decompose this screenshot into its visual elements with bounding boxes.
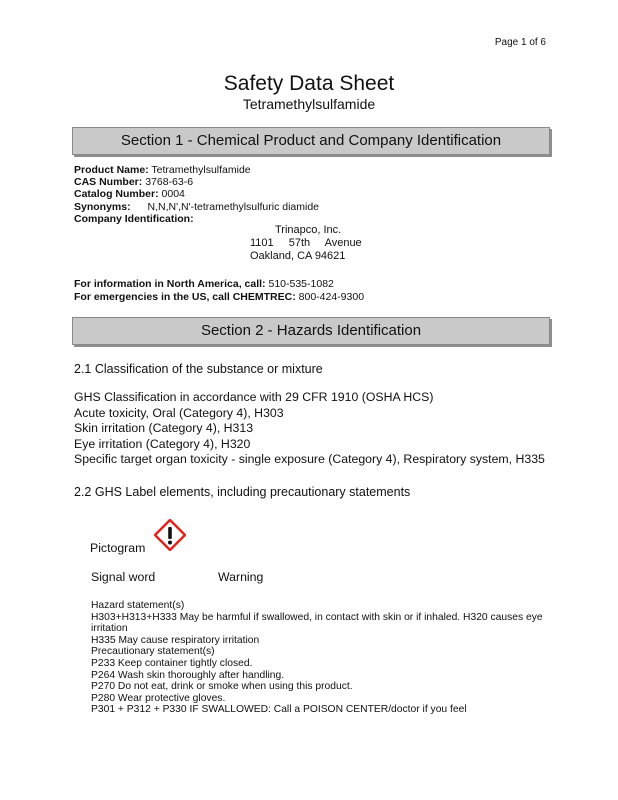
document-title: Safety Data Sheet	[223, 72, 395, 95]
hazard-line: P301 + P312 + P330 IF SWALLOWED: Call a POISON CENTER/doctor if you feel	[91, 704, 467, 716]
company-address: 1101 57th Avenue	[250, 237, 362, 249]
section2-heading: Section 2 - Hazards Identification	[72, 317, 550, 345]
emergency-value: 800-424-9300	[298, 290, 365, 303]
product-name-label: Product Name:	[74, 164, 149, 176]
synonyms-value: N,N,N',N'-tetramethylsulfuric diamide	[147, 200, 320, 213]
ghs-stot-line: Specific target organ toxicity - single exposure (Category 4), Respiratory system, H335	[74, 452, 545, 466]
ghs-line: Eye irritation (Category 4), H320	[74, 436, 251, 451]
pictogram-label: Pictogram	[90, 541, 146, 555]
synonyms-row	[74, 201, 319, 213]
signal-word-row	[91, 570, 264, 584]
ghs-line: Skin irritation (Category 4), H313	[74, 421, 254, 435]
signal-word-value: Warning	[218, 570, 264, 584]
ghs-line: GHS Classification in accordance with 29 CFR 1910 (OSHA HCS)	[74, 390, 434, 404]
ghs-classification	[74, 390, 554, 468]
hazard-line: Hazard statement(s)	[91, 600, 185, 611]
contact-block	[74, 278, 364, 303]
hazard-line: H303+H313+H333 May be harmful if swallowed, in contact with skin or if inhaled. H320 causes eye irritation	[91, 611, 543, 635]
product-name-row	[74, 164, 319, 176]
signal-word-label: Signal word	[91, 570, 156, 584]
hazard-line: P280 Wear protective gloves.	[91, 692, 226, 704]
cas-row	[74, 176, 319, 188]
document-subtitle: Tetramethylsulfamide	[242, 96, 376, 112]
hazard-line: H335 May cause respiratory irritation	[91, 634, 260, 646]
page-number: Page 1 of 6	[494, 37, 546, 48]
hazard-line: P264 Wash skin thoroughly after handling.	[91, 669, 285, 681]
cas-value: 3768-63-6	[145, 176, 194, 189]
subsection-2-2-heading: 2.2 GHS Label elements, including precautionary statements	[74, 485, 411, 499]
catalog-row	[74, 188, 319, 200]
product-name-value: Tetramethylsulfamide	[151, 164, 251, 176]
company-block	[0, 224, 618, 263]
info-na-row	[74, 278, 364, 291]
company-city: Oakland, CA 94621	[250, 250, 346, 262]
hazard-line: Precautionary statement(s)	[91, 646, 215, 658]
exclamation-mark-diamond-icon	[154, 519, 186, 551]
catalog-label: Catalog Number:	[74, 188, 159, 201]
info-na-value: 510-535-1082	[268, 278, 334, 290]
company-name: Trinapco, Inc.	[275, 224, 342, 236]
emergency-row	[74, 291, 364, 304]
hazard-line: P233 Keep container tightly closed.	[91, 657, 253, 669]
catalog-value: 0004	[161, 188, 185, 201]
emergency-label: For emergencies in the US, call CHEMTREC:	[74, 290, 296, 303]
section1-heading: Section 1 - Chemical Product and Company Identification	[72, 127, 550, 155]
company-label: Company Identification:	[74, 212, 194, 225]
ghs-line: Acute toxicity, Oral (Category 4), H303	[74, 405, 284, 420]
cas-label: CAS Number:	[74, 176, 143, 189]
subsection-2-1-heading: 2.1 Classification of the substance or mixture	[74, 362, 323, 376]
synonyms-label: Synonyms:	[74, 200, 131, 213]
hazard-statements	[91, 600, 551, 716]
info-na-label: For information in North America, call:	[74, 278, 266, 290]
product-identification	[74, 164, 319, 225]
hazard-line: P270 Do not eat, drink or smoke when using this product.	[91, 681, 353, 693]
